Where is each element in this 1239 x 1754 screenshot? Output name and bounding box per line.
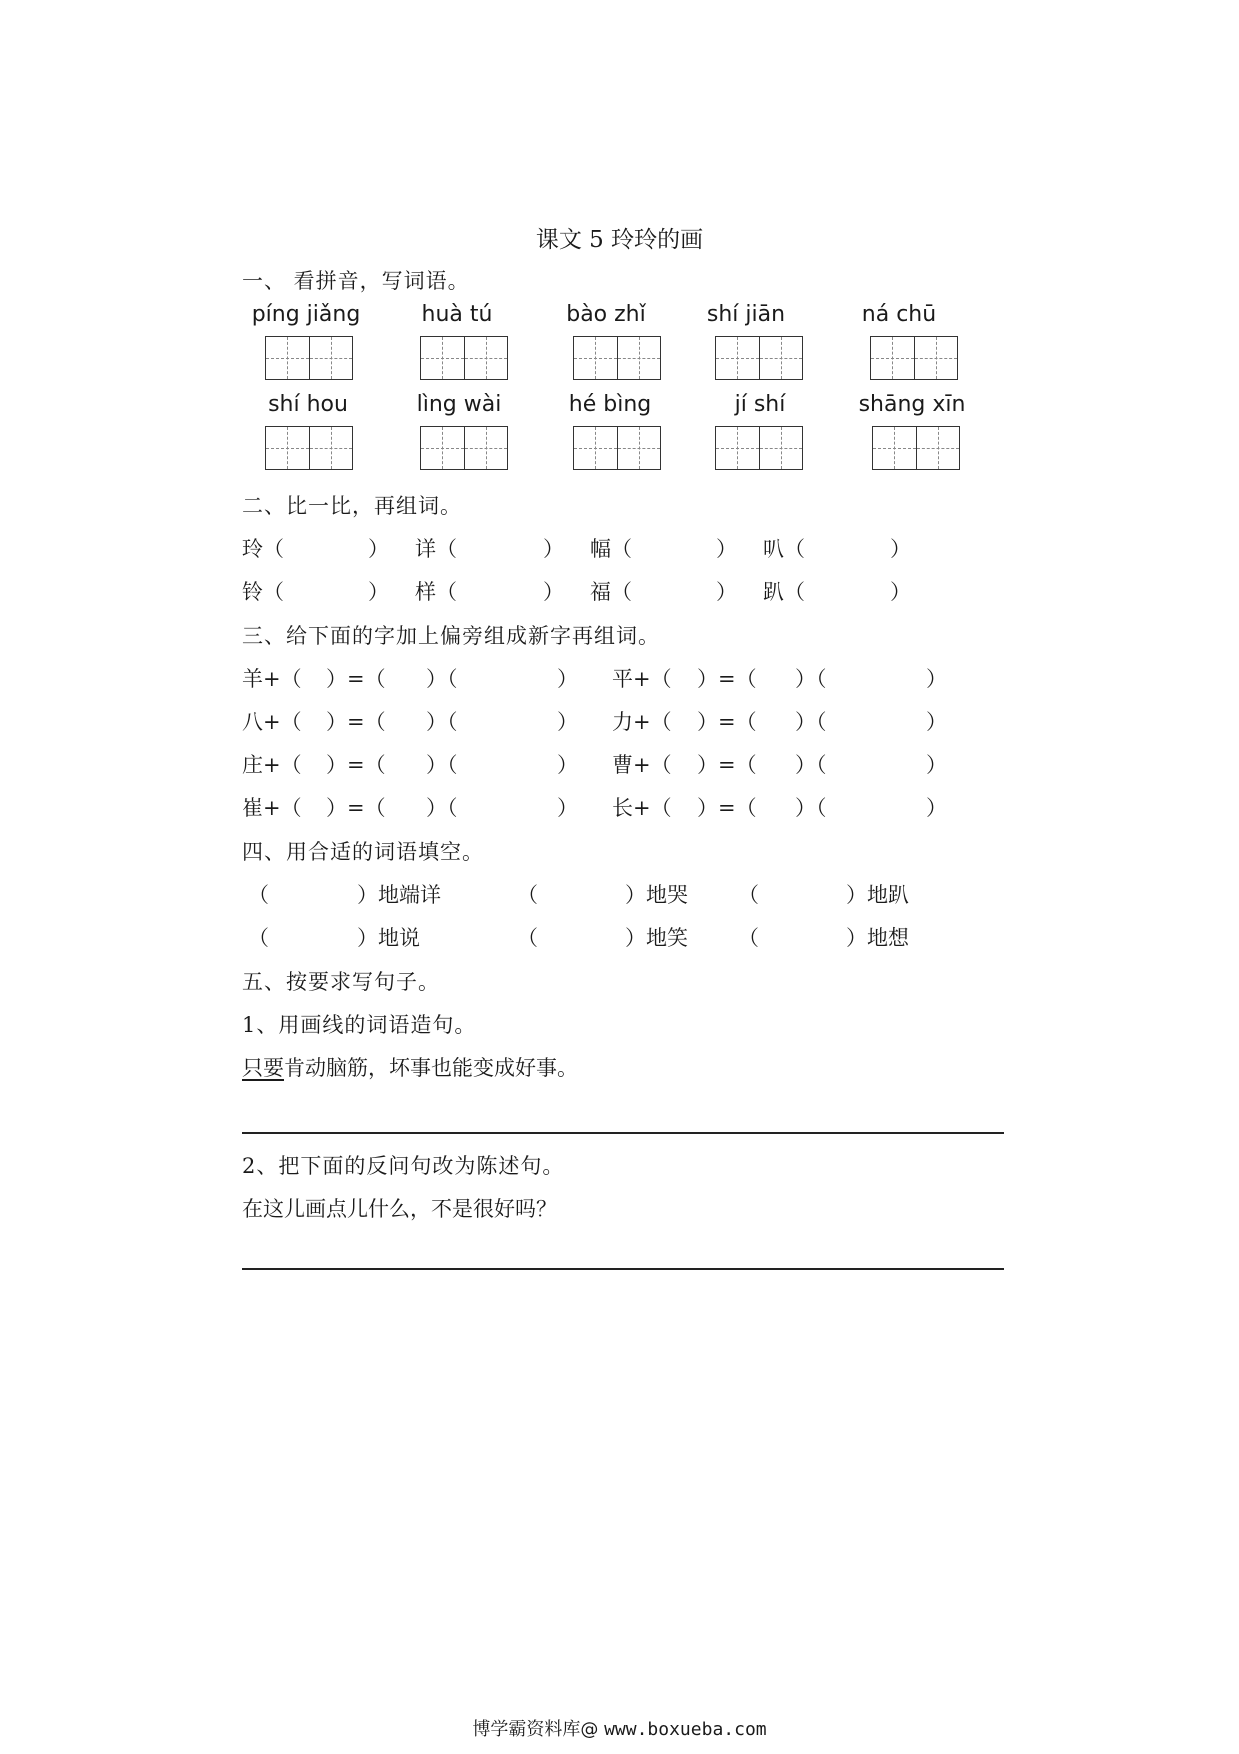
paren-pair: ）（ [795, 667, 827, 691]
radical-base: 长+（ [612, 796, 672, 820]
writing-grid[interactable] [573, 336, 661, 380]
compare-char: 详（ [415, 537, 457, 561]
radical-base: 力+（ [612, 710, 672, 734]
equals: ）=（ [697, 667, 757, 691]
rhetorical-sentence: 在这儿画点儿什么，不是很好吗？ [242, 1197, 557, 1221]
radical-base: 羊+（ [242, 667, 302, 691]
radical-base: 平+（ [612, 667, 672, 691]
pinyin-label: shí hou [268, 392, 348, 417]
pinyin-label: lìng wài [416, 392, 502, 417]
fill-phrase: ）地想 [846, 926, 909, 950]
writing-grid[interactable] [715, 336, 803, 380]
writing-grid[interactable] [573, 426, 661, 470]
writing-grid[interactable] [715, 426, 803, 470]
writing-grid[interactable] [265, 426, 353, 470]
section5-heading: 五、按要求写句子。 [242, 970, 440, 994]
radical-base: 庄+（ [242, 753, 302, 777]
footer-label: 博学霸资料库@ [472, 1719, 599, 1740]
paren-pair: ）（ [426, 753, 458, 777]
pinyin-label: hé bìng [568, 392, 652, 417]
section4-heading: 四、用合适的词语填空。 [242, 840, 484, 864]
paren-close: ） [890, 537, 911, 561]
paren-close: ） [557, 753, 578, 777]
section1-heading: 一、 看拼音，写词语。 [242, 269, 470, 293]
equals: ）=（ [326, 710, 386, 734]
compare-char: 福（ [590, 580, 632, 604]
equals: ）=（ [697, 753, 757, 777]
footer-url[interactable]: www.boxueba.com [604, 1719, 767, 1740]
equals: ）=（ [697, 710, 757, 734]
paren-open: （ [517, 926, 538, 950]
pinyin-label: shāng xīn [858, 392, 966, 417]
paren-close: ） [557, 667, 578, 691]
pinyin-label: píng jiǎng [251, 302, 361, 327]
paren-open: （ [738, 883, 759, 907]
pinyin-label: bào zhǐ [566, 302, 646, 327]
radical-base: 曹+（ [612, 753, 672, 777]
compare-char: 样（ [415, 580, 457, 604]
paren-open: （ [248, 926, 269, 950]
section3-heading: 三、给下面的字加上偏旁组成新字再组词。 [242, 624, 660, 648]
equals: ）=（ [326, 753, 386, 777]
paren-pair: ）（ [795, 753, 827, 777]
paren-close: ） [557, 710, 578, 734]
writing-grid[interactable] [420, 336, 508, 380]
paren-pair: ）（ [426, 667, 458, 691]
compare-char: 幅（ [590, 537, 632, 561]
paren-open: （ [248, 883, 269, 907]
writing-grid[interactable] [265, 336, 353, 380]
radical-base: 崔+（ [242, 796, 302, 820]
paren-open: （ [738, 926, 759, 950]
paren-close: ） [926, 796, 947, 820]
paren-close: ） [557, 796, 578, 820]
page-title: 课文 5 玲玲的画 [535, 227, 704, 253]
paren-pair: ）（ [426, 710, 458, 734]
answer-line[interactable] [242, 1268, 1004, 1270]
paren-close: ） [368, 537, 389, 561]
paren-close: ） [926, 710, 947, 734]
answer-line[interactable] [242, 1132, 1004, 1134]
writing-grid[interactable] [420, 426, 508, 470]
pinyin-label: shí jiān [706, 302, 786, 327]
paren-pair: ）（ [795, 796, 827, 820]
paren-close: ） [926, 667, 947, 691]
pinyin-label: jí shí [734, 392, 786, 417]
paren-close: ） [716, 537, 737, 561]
compare-char: 玲（ [242, 537, 284, 561]
underlined-word: 只要 [242, 1056, 284, 1080]
writing-grid[interactable] [872, 426, 960, 470]
paren-open: （ [517, 883, 538, 907]
fill-phrase: ）地说 [357, 926, 420, 950]
fill-phrase: ）地哭 [625, 883, 688, 907]
paren-pair: ）（ [795, 710, 827, 734]
equals: ）=（ [326, 796, 386, 820]
paren-close: ） [543, 537, 564, 561]
pinyin-label: huà tú [421, 302, 493, 327]
compare-char: 叭（ [763, 537, 805, 561]
example-sentence [242, 1052, 578, 1082]
paren-close: ） [368, 580, 389, 604]
question-1: 1、用画线的词语造句。 [242, 1013, 477, 1037]
sentence-rest: 肯动脑筋，坏事也能变成好事。 [284, 1056, 578, 1080]
fill-phrase: ）地趴 [846, 883, 909, 907]
compare-char: 铃（ [242, 580, 284, 604]
paren-close: ） [716, 580, 737, 604]
question-2: 2、把下面的反问句改为陈述句。 [242, 1154, 565, 1178]
footer-watermark [0, 1715, 1239, 1741]
equals: ）=（ [326, 667, 386, 691]
radical-base: 八+（ [242, 710, 302, 734]
paren-pair: ）（ [426, 796, 458, 820]
paren-close: ） [890, 580, 911, 604]
fill-phrase: ）地端详 [357, 883, 441, 907]
pinyin-label: ná chū [861, 302, 937, 327]
fill-phrase: ）地笑 [625, 926, 688, 950]
compare-char: 趴（ [763, 580, 805, 604]
writing-grid[interactable] [870, 336, 958, 380]
section2-heading: 二、比一比，再组词。 [242, 494, 462, 518]
paren-close: ） [543, 580, 564, 604]
paren-close: ） [926, 753, 947, 777]
equals: ）=（ [697, 796, 757, 820]
